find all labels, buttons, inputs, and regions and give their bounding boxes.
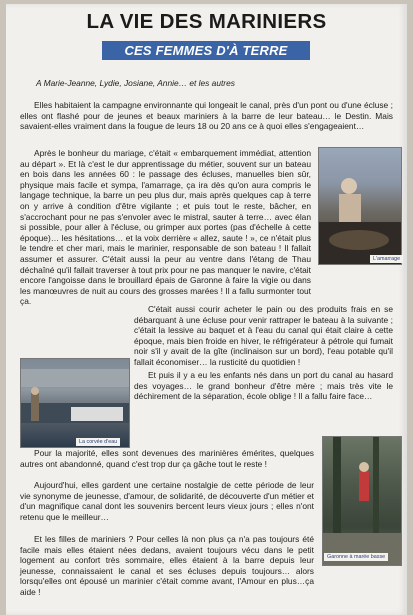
- photo-water-chore: [20, 358, 130, 448]
- magazine-page: [6, 4, 407, 615]
- photo-garonne-low-tide-illustration: [323, 437, 401, 565]
- photo-mooring-illustration: [319, 148, 401, 264]
- photo-garonne-low-tide: [322, 436, 402, 566]
- paragraph-7: Et les filles de mariniers ? Pour celles là non plus ça n'a pas toujours été facile mais elles étaient nées dedans, avaient toujours vécu dans le petit logement au confort très sommaire, elles étaient à la barre depuis leur jeunesse, connaissaient le canal et ses écluses depuis toujours… alors lorsqu'elles ont épousé un marinier c'était comme avant, l'Amour en plus…ça aide !: [20, 534, 314, 597]
- page-title: LA VIE DES MARINIERS: [86, 10, 327, 33]
- photo-mooring-caption: L'amarrage: [370, 255, 403, 263]
- photo-mooring: [318, 147, 402, 265]
- paragraph-4: Et puis il y a eu les enfants nés dans un port du canal au hasard des voyages… le grand bonheur d'être mère ; mais très vite le déchirement de la séparation, école oblige ! Il a fallu faire face…: [134, 370, 393, 402]
- paragraph-5: Pour la majorité, elles sont devenues des marinières émérites, quelques autres ont abandonné, quand c'est trop dur ça gâche tout le reste !: [20, 448, 314, 469]
- photo-garonne-caption: Garonne à marée basse: [324, 553, 388, 561]
- paragraph-1: Elles habitaient la campagne environnante qui longeait le canal, près d'un pont ou d'une écluse ; elles ont flashé pour de jeunes et beaux mariniers à la barre de leur bateau… le Destin. Mais savaient-elles vraiment dans la fougue de leurs 18 ou 20 ans ce à quoi elles s'engageaient…: [20, 100, 393, 132]
- paragraph-3: C'était aussi courir acheter le pain ou des produits frais en se débarquant à une écluse pour venir rattraper le bateau à la suivante ; c'était la lessive au baquet et à l'eau du canal qui était claire à cette époque, mais bien froide en hiver, le réfrigérateur à pétrole qui fumait noir s'il y avait de la gîte (inclinaison sur un bord), l'eau potable qu'il fallait économiser… la rusticité du quotidien !: [134, 304, 393, 367]
- subtitle-banner: CES FEMMES D'À TERRE: [102, 41, 310, 60]
- dedication-line: A Marie-Jeanne, Lydie, Josiane, Annie… et les autres: [36, 78, 235, 88]
- photo-water-chore-caption: La corvée d'eau: [76, 438, 120, 446]
- paragraph-2: Après le bonheur du mariage, c'était « embarquement immédiat, attention au départ ». Et là c'est le dur apprentissage du métier, souvent sur un bateau en bois dans les années 60 : le passage des écluses, manuelles bien sûr, physique mais facile et sympa, l'amarrage, ça ira dès qu'on aura compris le langage technique, la barre un peu plus dur, mais après quelques cap à terre on y arrive à condition d'être vigilante ; et puis tout le reste, bâcher, en s'accrochant pour ne pas s'envoler avec le mistral, sauter à terre… avec élan si possible, pour aller à l'écluse, ou grimper aux portes (pas d'échelle à cette époque)… les hésitations… et la voix derrière « allez, saute ! », ce n'était plus le tendre et cher mari, mais le marinier, responsable de son bateau ! Il fallait assumer et assurer. C'était aussi la peur au ventre dans l'étang de Thau déchaîné qu'il fallait traverser à tout prix pour ne pas manquer le navire, c'était encore l'angoisse dans le brouillard épais de Garonne à faire la vigie ou dans les manœuvres de nuit au cours des grosses marées ! Il a fallu surmonter tout ça.: [20, 148, 311, 307]
- paragraph-6: Aujourd'hui, elles gardent une certaine nostalgie de cette période de leur vie synonyme de jeunesse, d'amour, de solidarité, de découverte d'un métier et d'un magnifique canal dont les souvenirs bercent leurs vieux jours ; elles n'ont retenu que le meilleur…: [20, 480, 314, 522]
- photo-water-chore-illustration: [21, 359, 129, 447]
